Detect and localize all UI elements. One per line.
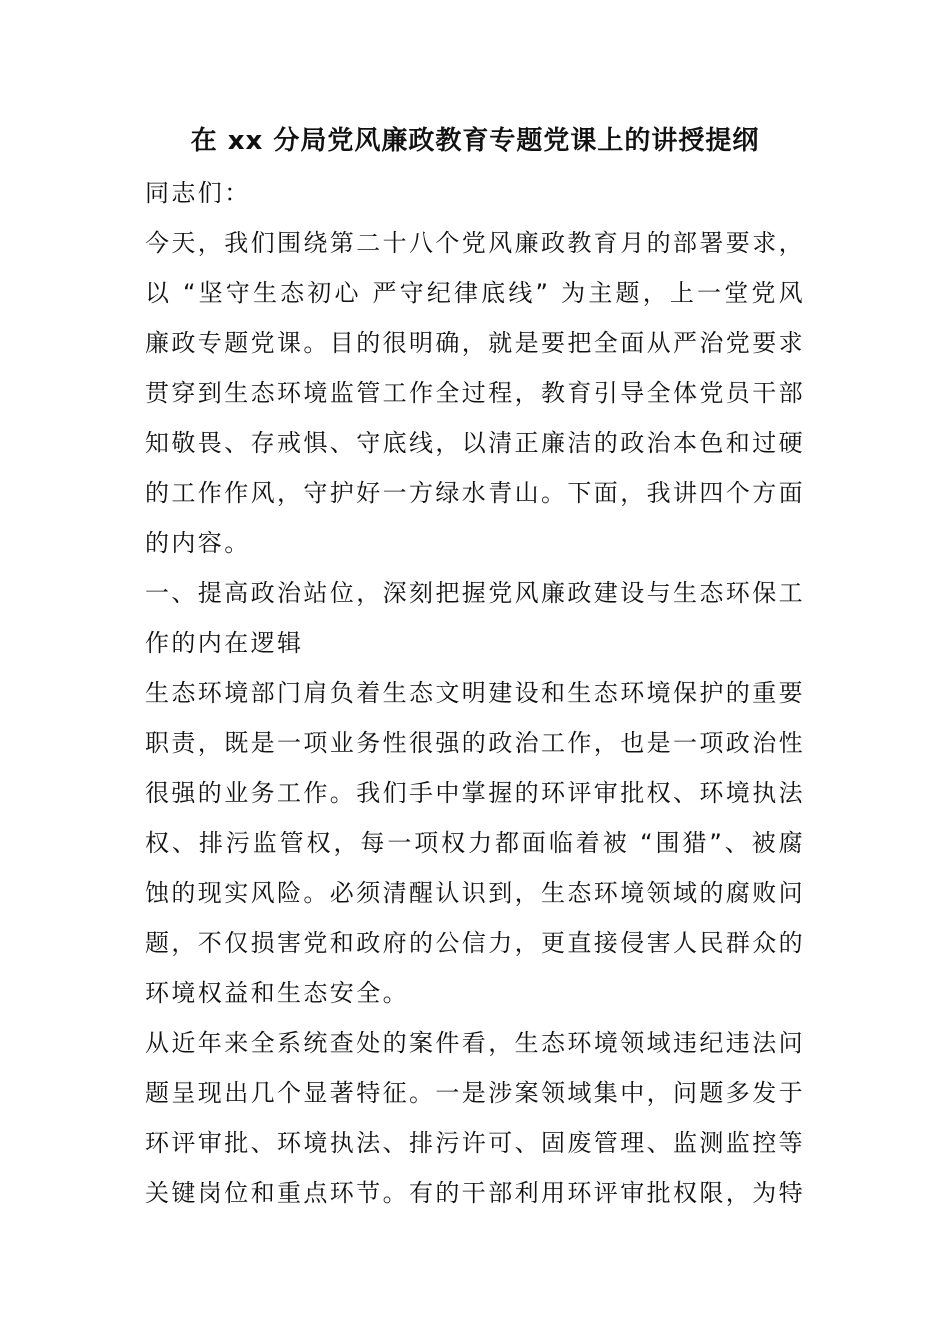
text-line: 蚀的现实风险。必须清醒认识到，生态环境领域的腐败问 [145,879,805,907]
text-line: 贯穿到生态环境监管工作全过程，教育引导全体党员干部 [145,379,805,407]
text-line: 权、排污监管权，每一项权力都面临着被 “围猎”、被腐 [145,829,805,857]
text-line: 从近年来全系统查处的案件看，生态环境领域违纪违法问 [145,1029,805,1057]
text-line: 关键岗位和重点环节。有的干部利用环评审批权限，为特 [145,1179,805,1207]
section-heading-line: 一、提高政治站位，深刻把握党风廉政建设与生态环保工 [145,579,805,607]
text-line: 的内容。 [145,529,251,557]
document-body [145,172,805,1222]
text-line: 题呈现出几个显著特征。一是涉案领域集中，问题多发于 [145,1079,805,1107]
text-line: 知敬畏、存戒惧、守底线，以清正廉洁的政治本色和过硬 [145,429,805,457]
section-heading-line: 作的内在逻辑 [145,629,304,657]
text-line: 的工作作风，守护好一方绿水青山。下面，我讲四个方面 [145,479,805,507]
text-line: 很强的业务工作。我们手中掌握的环评审批权、环境执法 [145,779,805,807]
text-line: 今天，我们围绕第二十八个党风廉政教育月的部署要求， [145,229,805,257]
document-title: 在 xx 分局党风廉政教育专题党课上的讲授提纲 [190,126,760,156]
text-line: 环境权益和生态安全。 [145,979,409,1007]
text-line: 环评审批、环境执法、排污许可、固废管理、监测监控等 [145,1129,805,1157]
text-line: 同志们： [145,179,251,207]
text-line: 职责，既是一项业务性很强的政治工作，也是一项政治性 [145,729,805,757]
text-line: 生态环境部门肩负着生态文明建设和生态环境保护的重要 [145,679,805,707]
text-line: 廉政专题党课。目的很明确，就是要把全面从严治党要求 [145,329,805,357]
text-line: 以 “坚守生态初心 严守纪律底线” 为主题，上一堂党风 [145,279,805,307]
text-line: 题，不仅损害党和政府的公信力，更直接侵害人民群众的 [145,929,805,957]
